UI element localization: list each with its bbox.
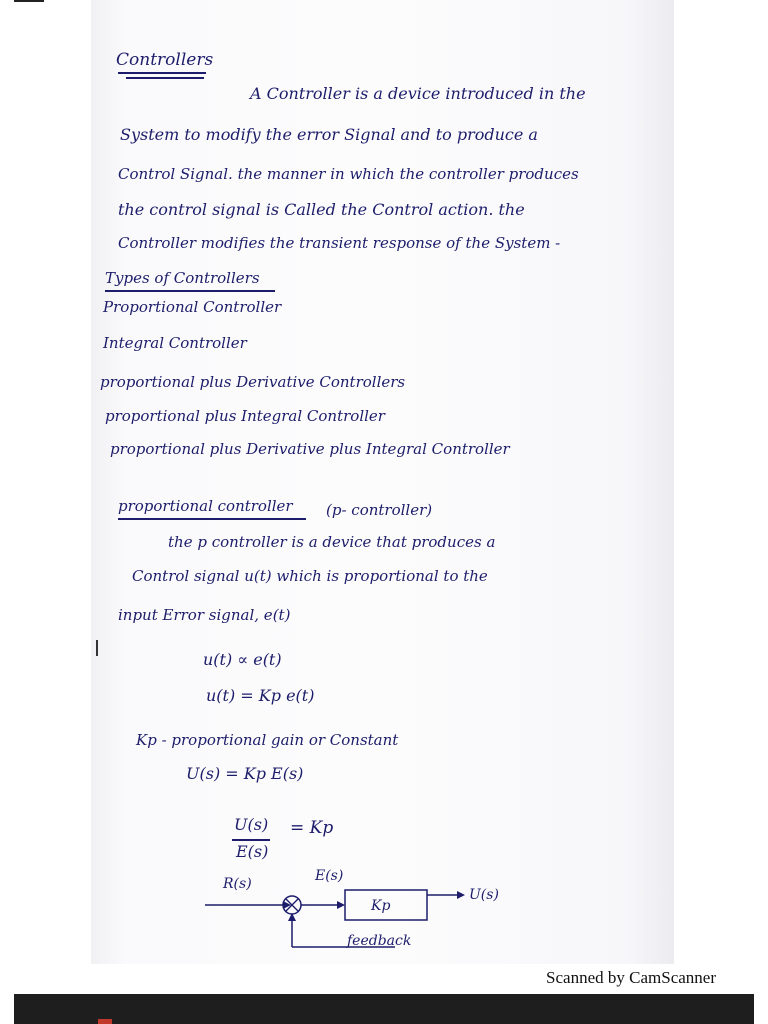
p-heading-underline <box>118 518 306 520</box>
type-item-4: proportional plus Integral Controller <box>105 407 385 425</box>
p-controller-note: (p- controller) <box>326 501 433 519</box>
heading-underline <box>118 72 206 74</box>
types-underline <box>105 290 275 292</box>
fraction-bar <box>232 839 270 841</box>
scanner-watermark: Scanned by CamScanner <box>546 968 716 987</box>
type-item-1: Proportional Controller <box>103 298 282 316</box>
intro-line-1: A Controller is a device introduced in the <box>250 84 586 103</box>
diagram-output-label: U(s) <box>469 887 499 903</box>
top-edge-line <box>14 0 44 2</box>
kp-block-label: Kp <box>371 898 391 914</box>
error-arrowhead <box>337 901 345 909</box>
equation-laplace: U(s) = Kp E(s) <box>186 764 304 783</box>
output-arrowhead <box>457 891 465 899</box>
p-line-2: Control signal u(t) which is proportional to the <box>132 567 488 585</box>
types-heading: Types of Controllers <box>105 269 260 287</box>
bottom-bar <box>14 994 754 1024</box>
equation-proportional: u(t) ∝ e(t) <box>203 650 282 669</box>
p-line-3: input Error signal, e(t) <box>118 606 291 624</box>
type-item-2: Integral Controller <box>103 334 247 352</box>
equation-kp-def: Kp - proportional gain or Constant <box>136 731 399 749</box>
feedback-label: feedback <box>347 933 412 949</box>
fraction-denominator: E(s) <box>236 842 269 861</box>
fraction-rhs: = Kp <box>290 818 334 838</box>
diagram-input-label: R(s) <box>223 876 252 892</box>
equation-ut: u(t) = Kp e(t) <box>206 686 315 705</box>
p-controller-heading: proportional controller <box>118 497 293 515</box>
fraction-numerator: U(s) <box>234 815 269 834</box>
intro-line-2: System to modify the error Signal and to produce a <box>120 125 538 144</box>
heading-underline-2 <box>126 77 204 79</box>
type-item-3: proportional plus Derivative Controllers <box>100 373 406 391</box>
diagram-error-label: E(s) <box>315 868 344 884</box>
intro-line-3: Control Signal. the manner in which the controller produces <box>118 165 579 183</box>
intro-line-4: the control signal is Called the Control action. the <box>118 200 525 219</box>
notes-heading: Controllers <box>116 50 214 70</box>
margin-mark <box>96 640 98 656</box>
block-diagram <box>195 865 535 960</box>
p-line-1: the p controller is a device that produces a <box>168 533 496 551</box>
type-item-5: proportional plus Derivative plus Integral Controller <box>110 440 510 458</box>
intro-line-5: Controller modifies the transient response of the System - <box>118 234 561 252</box>
bottom-bar-marker <box>98 1019 112 1024</box>
